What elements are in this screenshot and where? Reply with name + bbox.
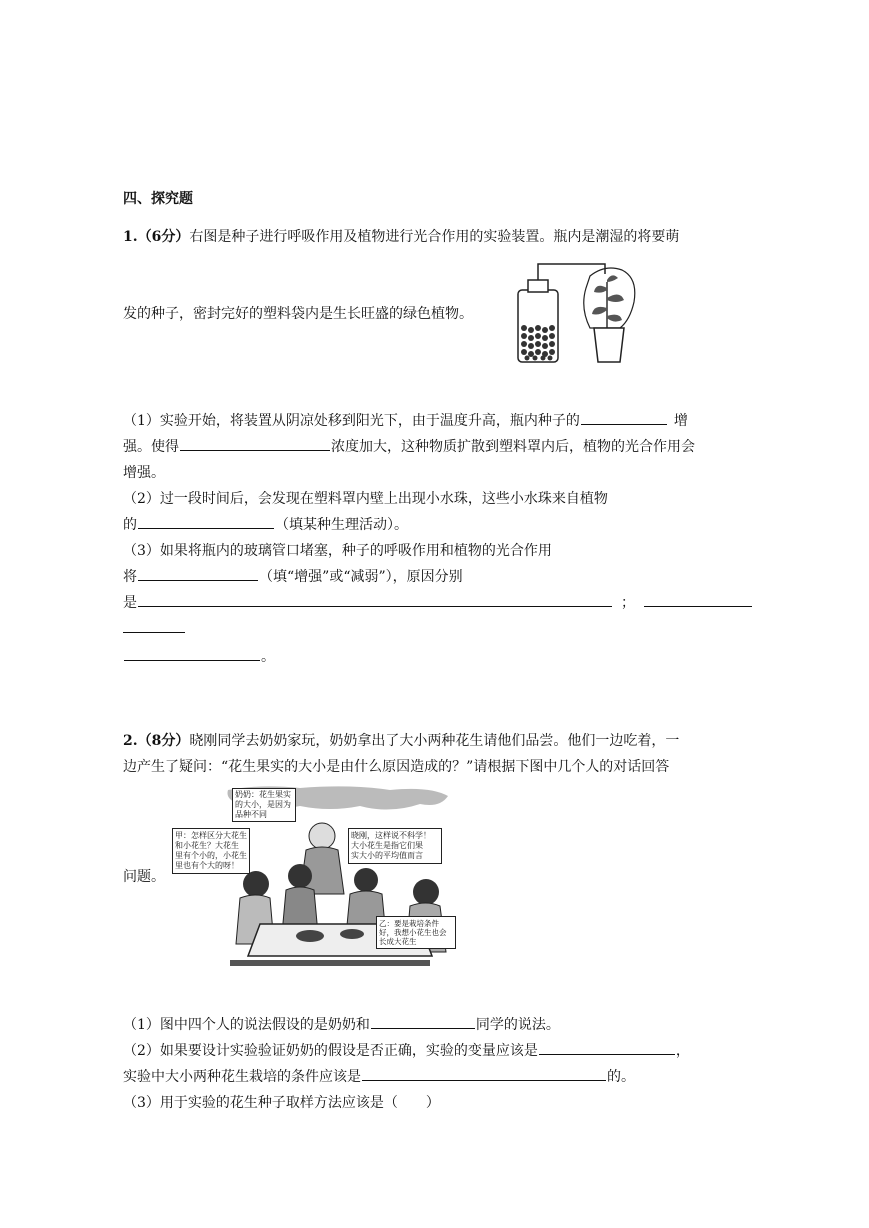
seed-plant-apparatus-figure [510, 258, 645, 368]
q2-blank-3[interactable] [362, 1066, 606, 1081]
q2-intro-line-1 [123, 730, 679, 750]
q2-intro-text: 晓刚同学去奶奶家玩，奶奶拿出了大小两种花生请他们品尝。他们一边吃着，一 [189, 733, 680, 749]
bubble-xiaogang-line: 大小花生是指它们果 [351, 841, 423, 850]
q1-part2-text-b: 的 [123, 517, 137, 533]
q1-part3-text-d: 是 [123, 595, 137, 611]
q1-points: （6分） [137, 229, 190, 245]
q1-intro-line-2: 发的种子，密封完好的塑料袋内是生长旺盛的绿色植物。 [123, 306, 473, 322]
q1-part1-line3: 增强。 [123, 465, 165, 481]
bubble-yi [376, 916, 456, 949]
q2-part1-text-b: 同学的说法。 [475, 1017, 560, 1033]
bubble-grandma-line: 奶奶：花生果实 [235, 790, 291, 799]
q1-part3-end: 。 [261, 649, 275, 665]
q2-part1-text: （1）图中四个人的说法假设的是奶奶和 [123, 1017, 370, 1033]
bubble-jia-line: 里有个小的，小花生 [175, 851, 247, 860]
bubble-jia-line: 里也有个大的呀！ [175, 861, 239, 870]
q2-part1 [123, 1014, 560, 1034]
q2-part2-text-c: 实验中大小两种花生栽培的条件应该是 [123, 1069, 361, 1085]
bubble-yi-line: 好，我想小花生也会 [379, 928, 447, 937]
q2-part2-text-b: ， [675, 1043, 690, 1059]
bubble-xiaogang-line: 实大小的平均值而言 [351, 851, 423, 860]
bubble-grandma [232, 788, 296, 822]
q1-part2-text-c: （填某种生理活动）。 [275, 517, 408, 533]
q2-part2-line2 [123, 1066, 635, 1086]
q1-part3-line1: （3）如果将瓶内的玻璃管口堵塞，种子的呼吸作用和植物的光合作用 [123, 543, 552, 559]
bubble-xiaogang-line: 晓刚，这样说不科学！ [351, 831, 431, 840]
q1-blank-2[interactable] [180, 436, 330, 451]
bubble-yi-line: 长成大花生 [379, 937, 417, 946]
q2-blank-1[interactable] [371, 1014, 475, 1029]
q1-part1-text-b: 增 [673, 413, 688, 429]
bubble-jia [172, 828, 250, 874]
bubble-jia-line: 和小花生？大花生 [175, 841, 239, 850]
q1-part3-text-c: （填“增强”或“减弱”），原因分别 [259, 569, 463, 585]
q1-part3-text-b: 将 [123, 569, 137, 585]
q1-part1-text-d: 浓度加大，这种物质扩散到塑料罩内后，植物的光合作用会 [331, 439, 695, 455]
bubble-yi-line: 乙：要是栽培条件 [379, 919, 439, 928]
q2-blank-2[interactable] [539, 1040, 675, 1055]
q1-part3-line5 [123, 646, 275, 666]
q2-intro-line-3: 问题。 [123, 869, 165, 885]
q1-part3-text-e: ； [621, 595, 635, 611]
q1-blank-6[interactable] [644, 592, 752, 607]
q1-part1-line1 [123, 410, 688, 430]
q1-part3-line3 [123, 592, 753, 612]
q2-intro-line-2: 边产生了疑问：“花生果实的大小是由什么原因造成的？”请根据下图中几个人的对话回答 [123, 759, 670, 775]
q1-part3-line2 [123, 566, 463, 586]
q1-intro-line-1 [123, 226, 679, 246]
q2-part2-text-d: 的。 [607, 1069, 635, 1085]
q1-blank-1[interactable] [581, 410, 667, 425]
q1-number: 1. [123, 229, 138, 245]
q1-part2-line2 [123, 514, 408, 534]
bubble-xiaogang [348, 828, 442, 864]
bubble-jia-line: 甲：怎样区分大花生 [175, 831, 247, 840]
q1-blank-6-continued[interactable] [123, 632, 185, 633]
q2-points: （8分） [137, 733, 190, 749]
q1-blank-3[interactable] [138, 514, 274, 529]
q1-part1-text: （1）实验开始，将装置从阴凉处移到阳光下，由于温度升高，瓶内种子的 [123, 413, 580, 429]
q1-part1-text-c: 强。使得 [123, 439, 179, 455]
q2-part2-line1 [123, 1040, 690, 1060]
bubble-grandma-line: 的大小，是因为 [235, 800, 291, 809]
q1-blank-4[interactable] [138, 566, 258, 581]
q1-blank-5[interactable] [138, 592, 612, 607]
peanut-discussion-cartoon [170, 784, 470, 970]
q1-part1-line2 [123, 436, 695, 456]
q2-part2-text: （2）如果要设计实验验证奶奶的假设是否正确，实验的变量应该是 [123, 1043, 538, 1059]
q1-intro-text: 右图是种子进行呼吸作用及植物进行光合作用的实验装置。瓶内是潮湿的将要萌 [189, 229, 680, 245]
q1-part2-line1: （2）过一段时间后，会发现在塑料罩内壁上出现小水珠，这些小水珠来自植物 [123, 491, 608, 507]
q1-blank-7[interactable] [124, 646, 260, 661]
q2-number: 2. [123, 733, 138, 749]
q2-part3: （3）用于实验的花生种子取样方法应该是（ ） [123, 1095, 440, 1111]
bubble-grandma-line: 品种不同 [235, 810, 267, 819]
section-title: 四、探究题 [123, 191, 193, 207]
